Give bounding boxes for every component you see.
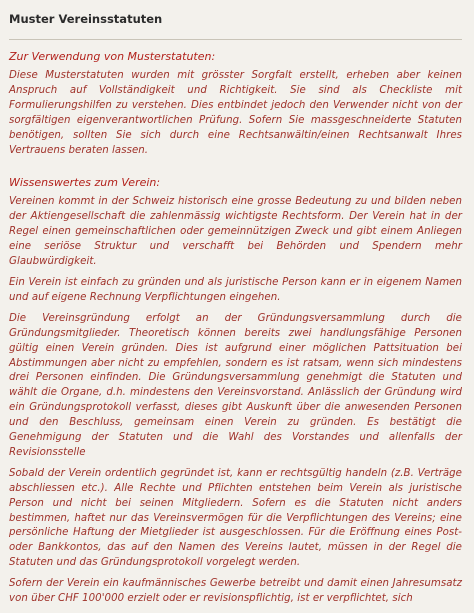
section-heading: Zur Verwendung von Musterstatuten:: [9, 50, 216, 63]
document-body: [9, 50, 462, 613]
paragraph: Sobald der Verein ordentlich gegründet ist, kann er rechtsgültig handeln (z.B. Verträge abschliessen etc.). Alle Rechte und Pflichten entstehen beim Verein als juristische Person und nicht bei seinen Mitgliedern. Sofern es die Statuten nicht anders bestimmen, haftet nur das Vereinsvermögen für die Verpflichtungen des Vereins; eine persönliche Haftung der Mietglieder ist ausgeschlossen. Für die Eröffnung eines Post- oder Bankkontos, das auf den Namen des Vereins lautet, müssen in der Regel die Statuten und das Gründungsprotokoll vorgelegt werden.: [9, 467, 462, 569]
paragraph: Vereinen kommt in der Schweiz historisch eine grosse Bedeutung zu und bilden neben der Aktiengesellschaft die zahlenmässig wichtigste Rechtsform. Der Verein hat in der Regel einen gemeinschaftlichen oder gemeinnützigen Zweck und gibt einem Anliegen eine seriöse Struktur und verschafft bei Behörden und Spendern mehr Glaubwürdigkeit.: [9, 196, 462, 268]
section-heading: Wissenswertes zum Verein:: [9, 176, 161, 190]
paragraph: Die Vereinsgründung erfolgt an der Gründungsversammlung durch die Gründungsmitglieder. Theoretisch können bereits zwei handlungsfähige Personen gültig einen Verein gründen. Dies ist aufgrund einer möglichen Pattsituation bei Abstimmungen aber nicht zu empfehlen, sondern es ist ratsam, wenn sich mindestens drei Personen einfinden. Die Gründungsversammlung genehmigt die Statuten und wählt die Organe, d.h. mindestens den Vereinsvorstand. Anlässlich der Gründung wird ein Gründungsprotokoll verfasst, dieses gibt Auskunft über die anwesenden Personen und den Beschluss, gemeinsam einen Verein zu gründen. Es bestätigt die Genehmigung der Statuten und die Wahl des Vorstandes und allenfalls der Revisionsstelle: [9, 312, 462, 458]
page-title: Muster Vereinsstatuten: [9, 12, 163, 26]
section-usage: [9, 50, 462, 158]
paragraph: Sofern der Verein ein kaufmännisches Gewerbe betreibt und damit einen Jahresumsatz von über CHF 100'000 erzielt oder er revisionspflichtig, ist er verpflichtet, sich: [9, 578, 462, 605]
paragraph: Ein Verein ist einfach zu gründen und als juristische Person kann er in eigenem Namen und auf eigene Rechnung Verpflichtungen eingehen.: [9, 276, 462, 303]
paragraph: Diese Musterstatuten wurden mit grösster Sorgfalt erstellt, erheben aber keinen Anspruch auf Vollständigkeit und Richtigkeit. Sie sind als Checkliste mit Formulierungshilfen zu verstehen. Dies entbindet jedoch den Verwender nicht von der sorgfältigen eigenverantwortlichen Prüfung. Sofern Sie massgeschneiderte Statuten benötigen, sollten Sie sich durch eine Rechtsanwältin/einen Rechtsanwalt Ihres Vertrauens beraten lassen.: [9, 70, 462, 156]
section-association-info: [9, 176, 462, 607]
title-divider: [9, 39, 462, 40]
